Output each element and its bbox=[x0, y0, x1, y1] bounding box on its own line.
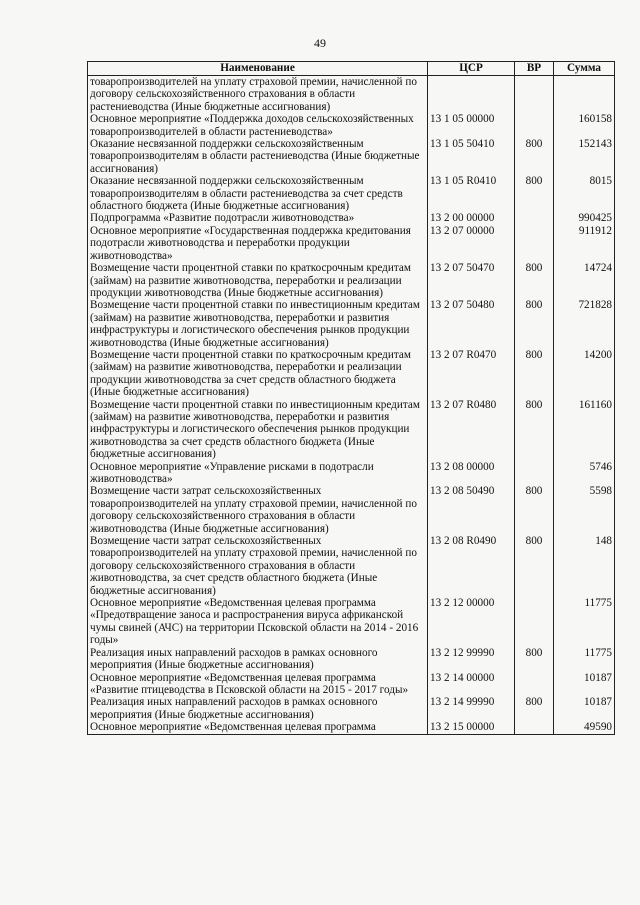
table-row bbox=[88, 299, 615, 349]
cell-csr: 13 2 15 00000 bbox=[428, 721, 515, 734]
cell-vr: 800 bbox=[515, 647, 554, 672]
table-row bbox=[88, 349, 615, 399]
cell-csr: 13 2 08 50490 bbox=[428, 485, 515, 535]
cell-name: Реализация иных направлений расходов в рамках основного мероприятия (Иные бюджетные ассигнования) bbox=[88, 696, 428, 721]
table-row bbox=[88, 672, 615, 697]
cell-sum: 10187 bbox=[554, 672, 615, 697]
cell-name: Основное мероприятие «Государственная поддержка кредитования подотрасли животноводства и переработки продукции животноводства» bbox=[88, 225, 428, 262]
cell-name: Подпрограмма «Развитие подотрасли животноводства» bbox=[88, 212, 428, 224]
cell-name: Возмещение части процентной ставки по инвестиционным кредитам (займам) на развитие животноводства, переработки и развития инфраструктуры и логистического обеспечения рынков продукции животноводства за счет средств областного бюджета (Иные бюджетные ассигнования) bbox=[88, 399, 428, 461]
cell-name: Оказание несвязанной поддержки сельскохозяйственным товаропроизводителям в области растениеводства (Иные бюджетные ассигнования) bbox=[88, 138, 428, 175]
column-header-name: Наименование bbox=[88, 62, 428, 76]
cell-sum: 5598 bbox=[554, 485, 615, 535]
cell-name: Реализация иных направлений расходов в рамках основного мероприятия (Иные бюджетные ассигнования) bbox=[88, 647, 428, 672]
cell-csr: 13 2 07 50480 bbox=[428, 299, 515, 349]
cell-vr bbox=[515, 721, 554, 734]
table-row bbox=[88, 485, 615, 535]
cell-csr: 13 1 05 50410 bbox=[428, 138, 515, 175]
table-row bbox=[88, 113, 615, 138]
cell-vr bbox=[515, 225, 554, 262]
cell-sum: 721828 bbox=[554, 299, 615, 349]
table-row bbox=[88, 76, 615, 114]
cell-sum: 8015 bbox=[554, 175, 615, 212]
cell-vr: 800 bbox=[515, 175, 554, 212]
cell-csr: 13 2 12 99990 bbox=[428, 647, 515, 672]
column-header-sum: Сумма bbox=[554, 62, 615, 76]
cell-sum: 11775 bbox=[554, 647, 615, 672]
cell-name: Возмещение части затрат сельскохозяйственных товаропроизводителей на уплату страховой премии, начисленной по договору сельскохозяйственного страхования в области животноводства, за счет средств областного бюджета (Иные бюджетные ассигнования) bbox=[88, 535, 428, 597]
cell-csr: 13 2 12 00000 bbox=[428, 597, 515, 647]
table-row bbox=[88, 535, 615, 597]
cell-name: Основное мероприятие «Управление рисками в подотрасли животноводства» bbox=[88, 461, 428, 486]
cell-name: Основное мероприятие «Ведомственная целевая программа «Развитие птицеводства в Псковской области на 2015 - 2017 годы» bbox=[88, 672, 428, 697]
cell-name: Возмещение части процентной ставки по краткосрочным кредитам (займам) на развитие животноводства, переработки и реализации продукции животноводства (Иные бюджетные ассигнования) bbox=[88, 262, 428, 299]
cell-sum: 911912 bbox=[554, 225, 615, 262]
cell-csr bbox=[428, 76, 515, 114]
column-header-vr: ВР bbox=[515, 62, 554, 76]
cell-vr: 800 bbox=[515, 138, 554, 175]
cell-name: Возмещение части процентной ставки по инвестиционным кредитам (займам) на развитие животноводства, переработки и развития инфраструктуры и логистического обеспечения рынков продукции животноводства (Иные бюджетные ассигнования) bbox=[88, 299, 428, 349]
page-number: 49 bbox=[314, 36, 326, 50]
cell-vr: 800 bbox=[515, 299, 554, 349]
cell-csr: 13 2 07 R0470 bbox=[428, 349, 515, 399]
budget-table bbox=[87, 61, 615, 735]
table-body bbox=[88, 76, 615, 735]
cell-name: товаропроизводителей на уплату страховой премии, начисленной по договору сельскохозяйственного страхования в области растениеводства (Иные бюджетные ассигнования) bbox=[88, 76, 428, 114]
table-row bbox=[88, 399, 615, 461]
table-row bbox=[88, 175, 615, 212]
cell-sum: 152143 bbox=[554, 138, 615, 175]
cell-name: Оказание несвязанной поддержки сельскохозяйственным товаропроизводителям в области растениеводства за счет средств областного бюджета (Иные бюджетные ассигнования) bbox=[88, 175, 428, 212]
table-row bbox=[88, 597, 615, 647]
cell-vr bbox=[515, 597, 554, 647]
cell-name: Возмещение части процентной ставки по краткосрочным кредитам (займам) на развитие животноводства, переработки и реализации продукции животноводства за счет средств областного бюджета (Иные бюджетные ассигнования) bbox=[88, 349, 428, 399]
cell-vr: 800 bbox=[515, 262, 554, 299]
cell-csr: 13 2 08 00000 bbox=[428, 461, 515, 486]
cell-name: Основное мероприятие «Ведомственная целевая программа «Предотвращение заноса и распространения вируса африканской чумы свиней (АЧС) на территории Псковской области на 2014 - 2016 годы» bbox=[88, 597, 428, 647]
cell-sum: 160158 bbox=[554, 113, 615, 138]
cell-sum: 49590 bbox=[554, 721, 615, 734]
cell-vr: 800 bbox=[515, 535, 554, 597]
cell-csr: 13 2 14 00000 bbox=[428, 672, 515, 697]
cell-sum: 5746 bbox=[554, 461, 615, 486]
cell-name: Основное мероприятие «Поддержка доходов сельскохозяйственных товаропроизводителей в области растениеводства» bbox=[88, 113, 428, 138]
table-row bbox=[88, 138, 615, 175]
cell-sum: 14724 bbox=[554, 262, 615, 299]
cell-vr: 800 bbox=[515, 349, 554, 399]
cell-vr bbox=[515, 672, 554, 697]
cell-csr: 13 2 07 R0480 bbox=[428, 399, 515, 461]
cell-csr: 13 2 14 99990 bbox=[428, 696, 515, 721]
cell-csr: 13 1 05 R0410 bbox=[428, 175, 515, 212]
cell-vr: 800 bbox=[515, 696, 554, 721]
cell-csr: 13 2 07 00000 bbox=[428, 225, 515, 262]
cell-vr: 800 bbox=[515, 485, 554, 535]
table-row bbox=[88, 225, 615, 262]
cell-vr bbox=[515, 76, 554, 114]
cell-vr bbox=[515, 461, 554, 486]
cell-vr bbox=[515, 113, 554, 138]
table-row bbox=[88, 696, 615, 721]
cell-sum: 11775 bbox=[554, 597, 615, 647]
cell-name: Основное мероприятие «Ведомственная целевая программа bbox=[88, 721, 428, 734]
cell-csr: 13 2 07 50470 bbox=[428, 262, 515, 299]
cell-sum: 161160 bbox=[554, 399, 615, 461]
column-header-csr: ЦСР bbox=[428, 62, 515, 76]
cell-csr: 13 2 08 R0490 bbox=[428, 535, 515, 597]
cell-csr: 13 2 00 00000 bbox=[428, 212, 515, 224]
cell-sum: 14200 bbox=[554, 349, 615, 399]
table-row bbox=[88, 721, 615, 734]
cell-vr: 800 bbox=[515, 399, 554, 461]
table-row bbox=[88, 212, 615, 224]
cell-sum: 990425 bbox=[554, 212, 615, 224]
cell-sum bbox=[554, 76, 615, 114]
cell-vr bbox=[515, 212, 554, 224]
table-row bbox=[88, 647, 615, 672]
cell-sum: 10187 bbox=[554, 696, 615, 721]
table-row bbox=[88, 461, 615, 486]
cell-csr: 13 1 05 00000 bbox=[428, 113, 515, 138]
cell-sum: 148 bbox=[554, 535, 615, 597]
table-row bbox=[88, 262, 615, 299]
cell-name: Возмещение части затрат сельскохозяйственных товаропроизводителей на уплату страховой премии, начисленной по договору сельскохозяйственного страхования в области животноводства (Иные бюджетные ассигнования) bbox=[88, 485, 428, 535]
table-header-row bbox=[88, 62, 615, 76]
